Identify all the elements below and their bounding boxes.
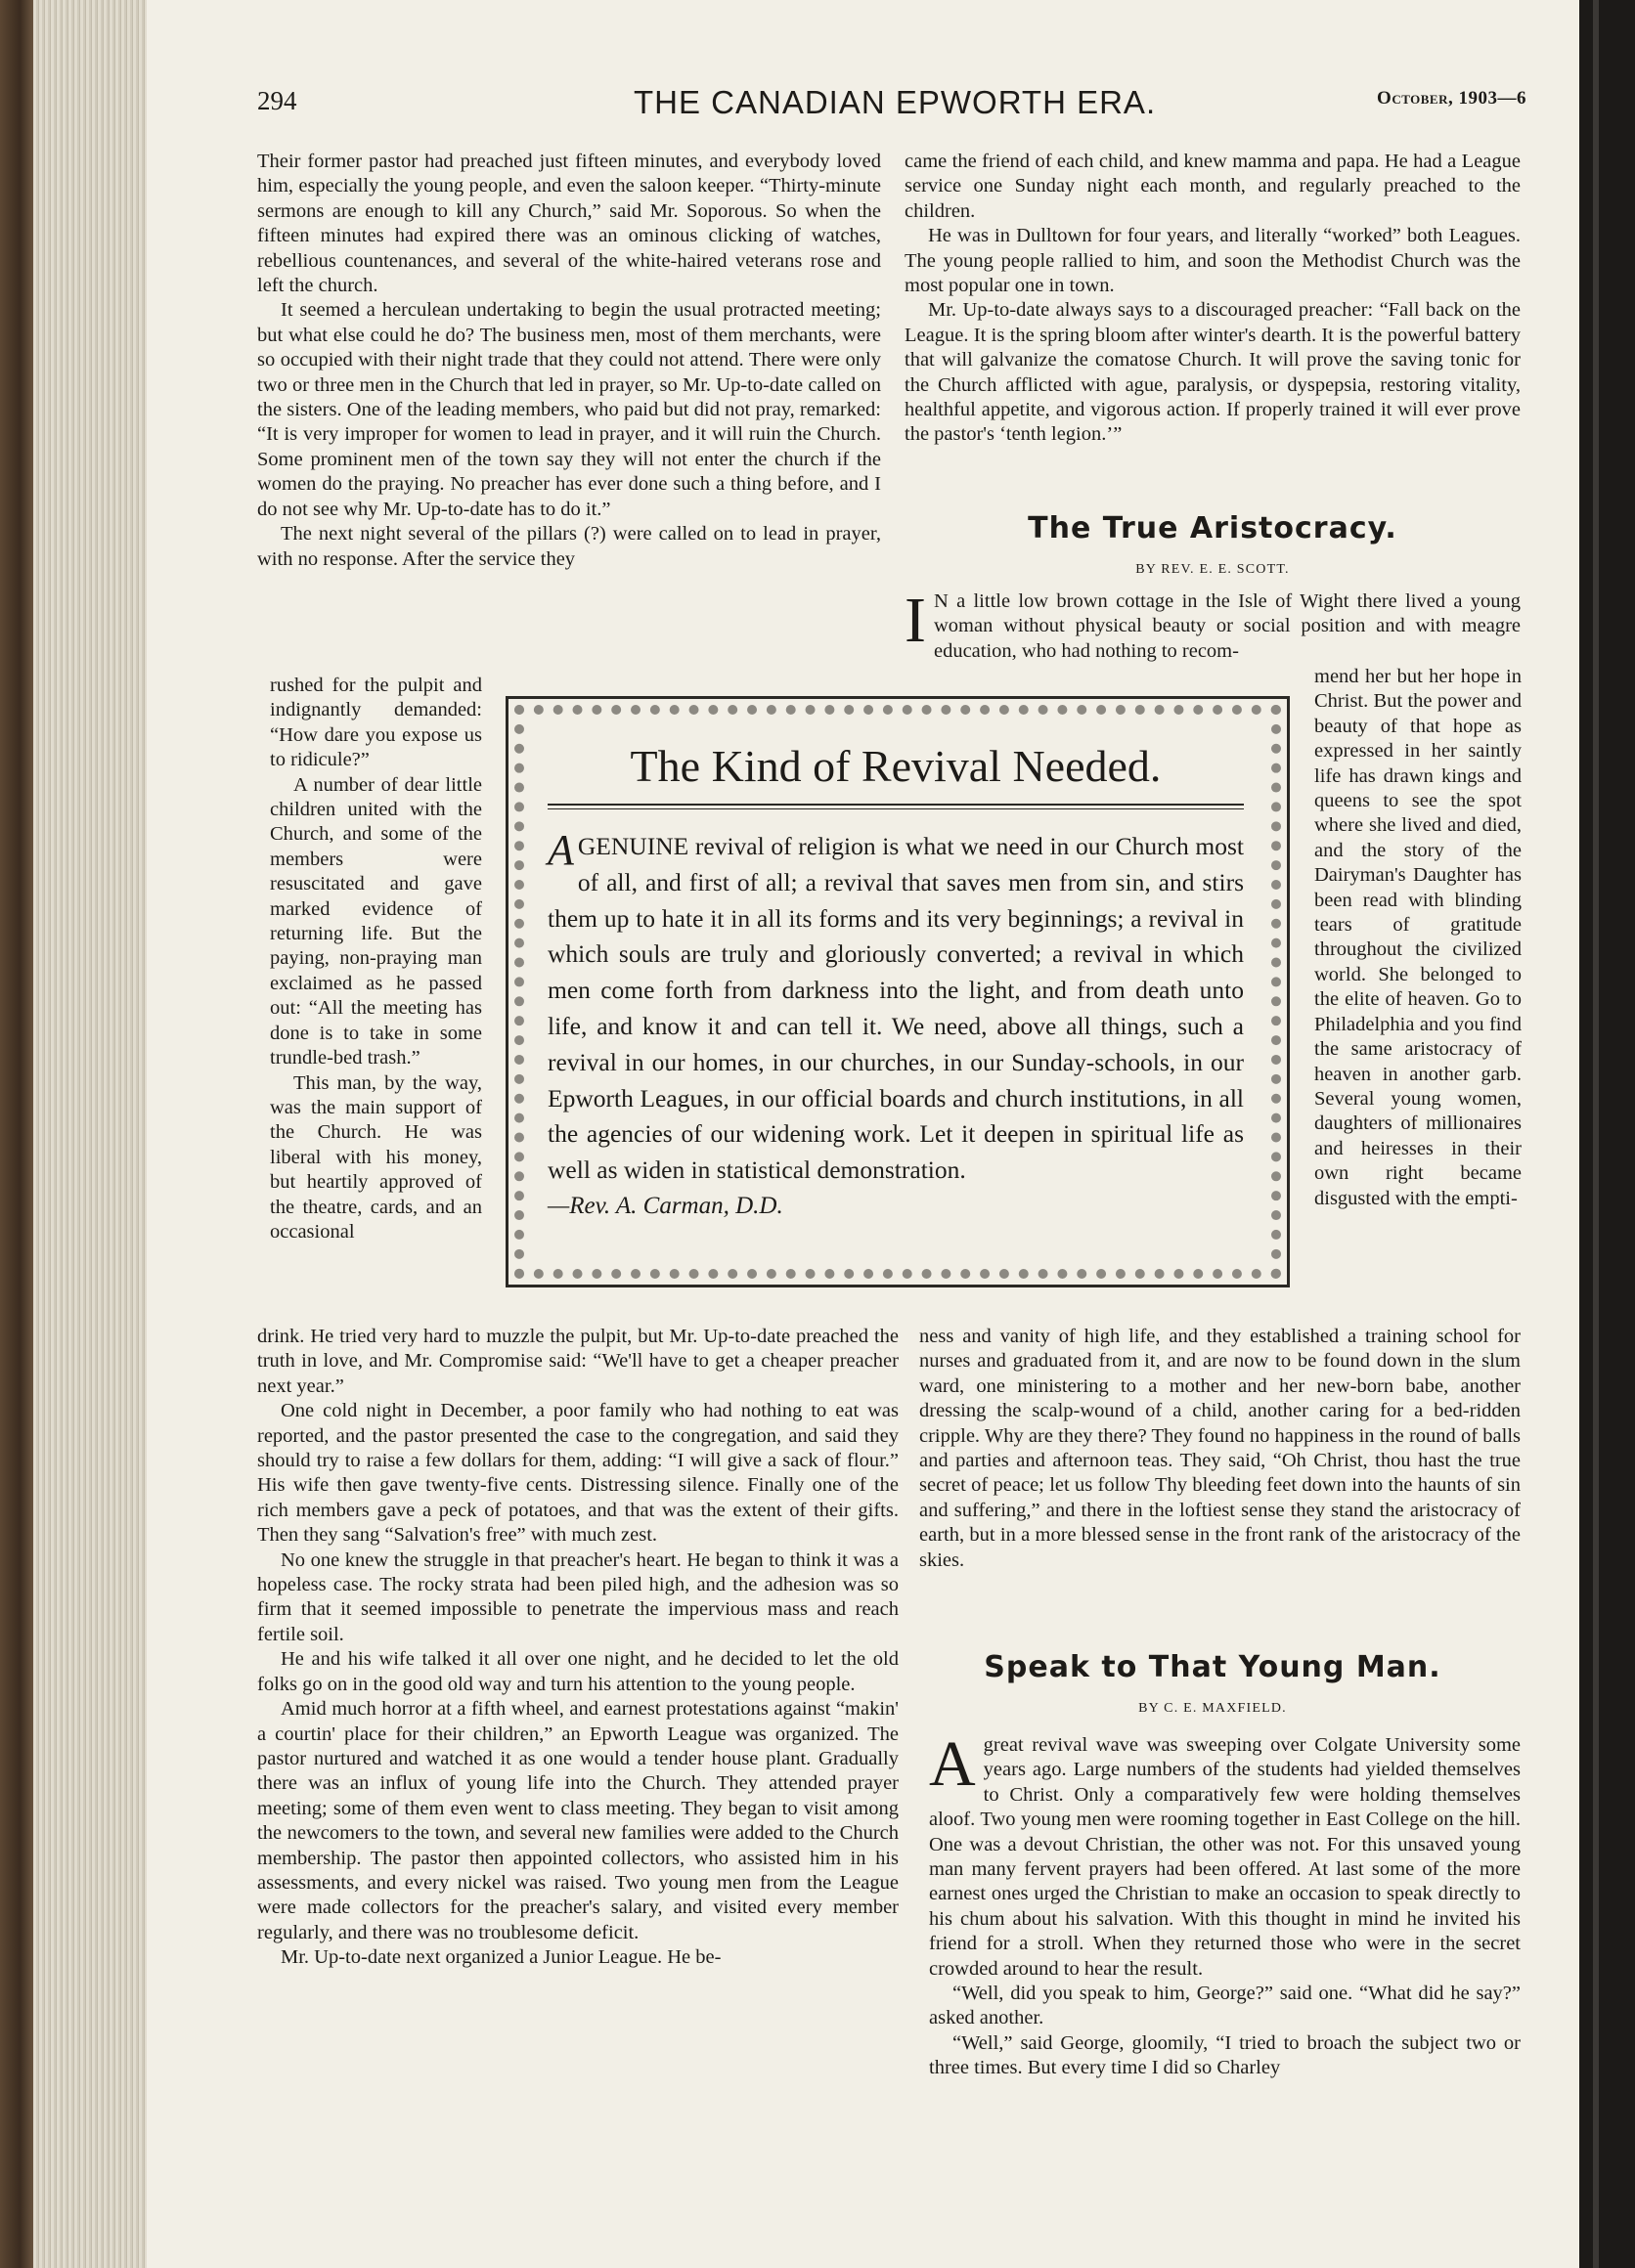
ornamental-initial: A (548, 826, 574, 874)
paragraph: “Well, did you speak to him, George?” said one. “What did he say?” asked another. (929, 1983, 1521, 2029)
paragraph: Amid much horror at a fifth wheel, and earnest protestations against “makin' a courtin' place for their children,” an Epworth League was organized. The pastor nurtured and watched it as one would a tender house plant. Gradually there was an influx of young life into the Church. They attended prayer meeting; some of them even went to class meeting. They began to visit among the newcomers to the town, and several new families were added to the Church membership. The pastor then appointed collectors, who assisted him in his assessments, and every nickel was raised. Two young men from the League were made collectors for the preacher's salary, and visited every member regularly, and there was no troublesome deficit. (257, 1698, 899, 1943)
boxed-feature (506, 696, 1290, 1287)
issue-year-number: 1903—6 (1458, 88, 1526, 109)
aristocracy-narrow (1314, 665, 1522, 1211)
drop-cap: I (905, 585, 926, 656)
left-column-narrow (270, 674, 482, 1244)
boxed-feature-content (548, 740, 1244, 1220)
scanner-edge (1579, 0, 1635, 2268)
left-column-bottom (257, 1325, 899, 1971)
young-man-body (929, 1728, 1521, 2081)
paragraph: “Well,” said George, gloomily, “I tried to broach the subject two or three times. But every time I did so Charley (929, 2031, 1521, 2079)
paragraph: Mr. Up-to-date next organized a Junior League. He be- (281, 1946, 722, 1969)
paragraph: The next night several of the pillars (?) were called on to lead in prayer, with no response. After the service they (257, 523, 881, 570)
drop-cap: A (929, 1728, 976, 1800)
title-rule (548, 804, 1244, 809)
publication-title: THE CANADIAN EPWORTH ERA. (634, 84, 1157, 120)
byline-aristocracy: BY REV. E. E. SCOTT. (1135, 562, 1290, 577)
paragraph: He and his wife talked it all over one night, and he decided to let the old folks go on in the good old way and turn his attention to the young people. (257, 1648, 899, 1695)
paragraph: A number of dear little children united with the Church, and some of the members were resuscitated and gave marked evidence of returning life. But the paying, non-praying man exclaimed as he passed out: “All the meeting has done is to take in some trundle-bed trash.” (270, 773, 482, 1069)
aristocracy-intro (905, 585, 1521, 664)
paragraph: It seemed a herculean undertaking to begin the usual protracted meeting; but what else could he do? The business men, most of them merchants, were so occupied with their night trade that they could not attend. There were only two or three men in the Church that led in prayer, so Mr. Up-to-date called on the sisters. One of the leading members, who paid but did not pray, remarked: “It is very improper for women to lead in prayer, and it will ruin the Church. Some prominent men of the town say they will not enter the church if the women do the praying. No preacher has ever done such a thing before, and I do not see why Mr. Up-to-date has to do it.” (257, 299, 881, 520)
paragraph: GENUINE revival of religion is what we need in our Church most of all, and first of all; a revival that saves men from sin, and stirs them up to hate it in all its forms and its very beginnings; a revival in which souls are truly and gloriously converted; a revival in which men come forth from darkness into the light, and from death unto life, and know it and can tell it. We need, above all things, such a revival in our homes, in our churches, in our Sunday-schools, in our Epworth Leagues, in our official boards and church institutions, in all the agencies of our widening work. Let it deepen in spiritual life as well as widen in statistical demonstration. (548, 832, 1244, 1185)
paragraph: N a little low brown cottage in the Isle of Wight there lived a young woman without physical beauty or social position and with meagre education, who had nothing to recom- (933, 590, 1521, 662)
paragraph: came the friend of each child, and knew mamma and papa. He had a League service one Sunday night each month, and regularly preached to the children. (905, 151, 1521, 222)
paragraph: He was in Dulltown for four years, and literally “worked” both Leagues. The young people rallied to him, and soon the Methodist Church was the most popular one in town. (905, 225, 1521, 297)
article-title-young-man: Speak to That Young Man. (984, 1650, 1441, 1684)
paragraph: Mr. Up-to-date always says to a discouraged preacher: “Fall back on the League. It is the spring bloom after winter's dearth. It is the powerful battery that will galvanize the comatose Church. It will prove the saving tonic for the Church afflicted with ague, paralysis, or dyspepsia, restoring vitality, healthful appetite, and vigorous action. If properly trained it will ever prove the pastor's ‘tenth legion.’” (905, 299, 1521, 446)
aristocracy-rest (919, 1325, 1521, 1573)
page-binding-edge (33, 0, 151, 2268)
paragraph: No one knew the struggle in that preacher's heart. He began to think it was a hopeless case. The rocky strata had been piled high, and the adhesion was so firm that it seemed impossible to penetrate the impervious mass and reach fertile soil. (257, 1548, 899, 1645)
paragraph: mend her but her hope in Christ. But the power and beauty of that hope as expressed in her saintly life has drawn kings and queens to see the spot where she lived and died, and the story of the Dairyman's Daughter has been read with blinding tears of gratitude throughout the civilized world. She belonged to the elite of heaven. Go to Philadelphia and you find the same aristocracy of heaven in another garb. Several young women, daughters of millionaires and heiresses in their own right became disgusted with the empti- (1314, 666, 1522, 1209)
paragraph: Their former pastor had preached just fifteen minutes, and everybody loved him, especially the young people, and even the saloon keeper. “Thirty-minute sermons are enough to kill any Church,” said Mr. Soporous. So when the fifteen minutes had expired there was an ominous clicking of watches, rebellious countenances, and several of the white-haired veterans rose and left the church. (257, 151, 881, 297)
boxed-feature-body (548, 826, 1244, 1189)
paragraph: This man, by the way, was the main support of the Church. He was liberal with his money, but heartily approved of the theatre, cards, and an occasional (270, 1071, 482, 1243)
running-header (257, 86, 1526, 125)
boxed-feature-signature: —Rev. A. Carman, D.D. (548, 1192, 783, 1219)
paragraph: rushed for the pulpit and indignantly demanded: “How dare you expose us to ridicule?” (270, 675, 482, 771)
boxed-feature-title: The Kind of Revival Needed. (630, 741, 1162, 791)
book-spine (0, 0, 33, 2268)
page-number: 294 (257, 86, 297, 115)
paragraph: One cold night in December, a poor family who had nothing to eat was reported, and the pastor presented the case to the congregation, and said they should try to raise a few dollars for them, adding: “I will give a sack of flour.” His wife then gave twenty-five cents. Distressing silence. Finally one of the rich members gave a peck of potatoes, and that was the extent of their gifts. Then they sang “Salvation's free” with much zest. (257, 1400, 899, 1547)
paragraph: ness and vanity of high life, and they established a training school for nurses and graduated from it, and are now to be found down in the slum ward, one ministering to a mother and her new-born babe, another dressing the scalp-wound of a child, another caring for a bed-ridden cripple. Why are they there? They found no happiness in the round of balls and parties and afternoon teas. They said, “Oh Christ, thou hast the true secret of peace; let us follow Thy bleeding feet down into the haunts of sin and suffering,” and there in the loftiest sense they stand the aristocracy of earth, but in a more blessed sense in the front rank of the aristocracy of the skies. (919, 1326, 1521, 1571)
byline-young-man: BY C. E. MAXFIELD. (1138, 1701, 1287, 1716)
article-title-aristocracy: The True Aristocracy. (1028, 511, 1397, 545)
right-column-top (905, 150, 1521, 448)
paragraph: great revival wave was sweeping over Colgate University some years ago. Large numbers of the students had yielded themselves to Christ. Only a comparatively few were holding themselves aloof. Two young men were rooming together in East College on the hill. One was a devout Christian, the other was not. For this unsaved young man many fervent prayers had been offered. At last some of the more earnest ones urged the Christian to make an occasion to speak directly to his chum about his salvation. With this thought in mind he invited his friend for a stroll. When they returned those who were in the secret crowded around to hear the result. (929, 1734, 1521, 1980)
paragraph: drink. He tried very hard to muzzle the pulpit, but Mr. Up-to-date preached the truth in love, and Mr. Compromise said: “We'll have to get a cheaper preacher next year.” (257, 1326, 899, 1397)
left-column-top (257, 150, 881, 572)
issue-date (1377, 88, 1526, 109)
issue-month: October, (1377, 88, 1454, 109)
